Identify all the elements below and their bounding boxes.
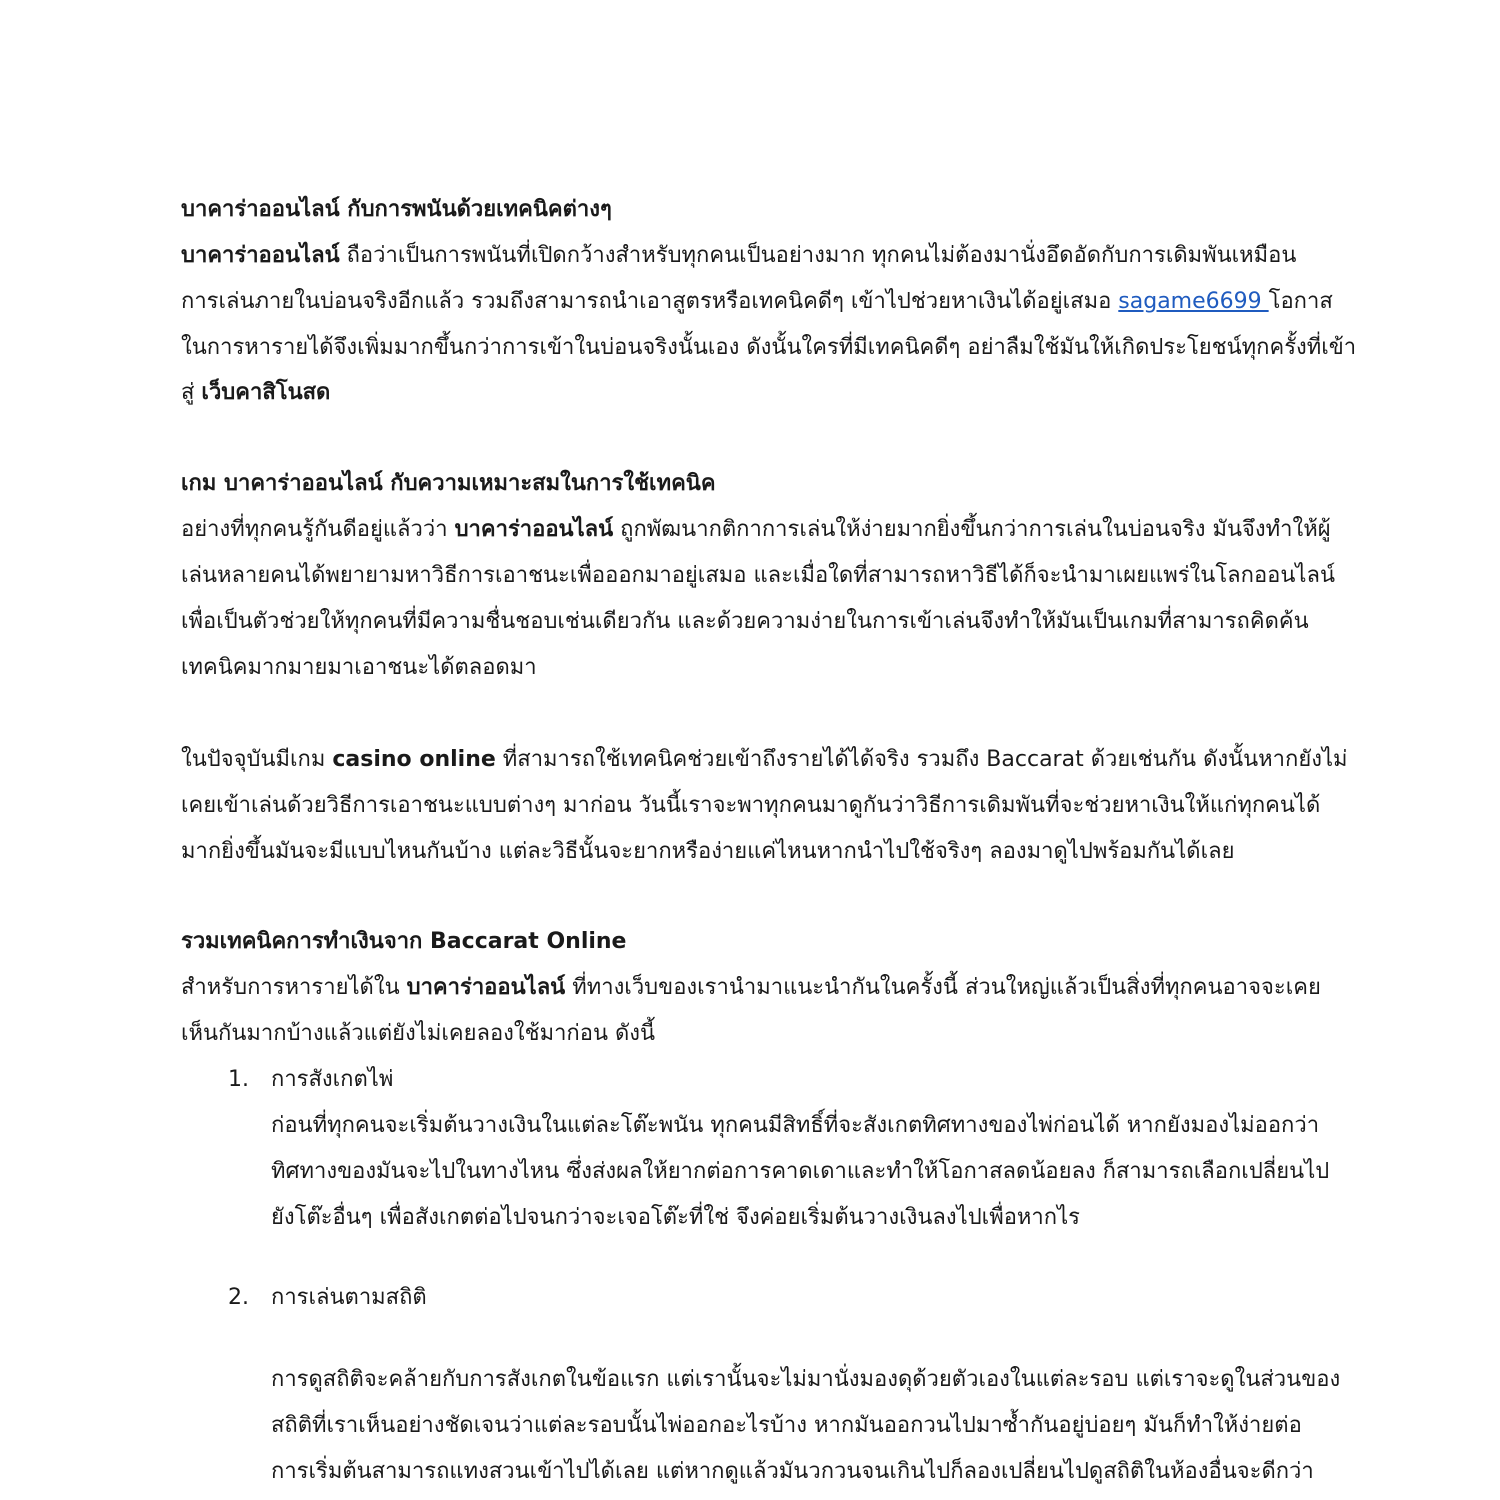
text: ถูกพัฒนากติกาการเล่นให้ง่ายมากยิ่งขึ้นกว่าการเล่นในบ่อนจริง มันจึงทำให้ผู้ bbox=[613, 517, 1331, 542]
text: สำหรับการหารายได้ใน bbox=[181, 975, 407, 1000]
heading-line bbox=[181, 927, 626, 957]
text-line bbox=[181, 745, 1348, 775]
text: การเริ่มต้นสามารถแทงสวนเข้าไปได้เลย แต่หากดูแล้วมันวกวนจนเกินไปก็ลองเปลี่ยนไปดูสถิติในห้องอื่นจะดีกว่า bbox=[271, 1459, 1314, 1484]
text: การสังเกตไพ่ bbox=[271, 1067, 394, 1092]
text-line bbox=[181, 653, 537, 683]
sagame-link[interactable]: sagame6699 bbox=[1118, 289, 1269, 314]
text-line bbox=[181, 287, 1333, 317]
text: ที่สามารถใช้เทคนิคช่วยเข้าถึงรายได้ได้จริง รวมถึง Baccarat ด้วยเช่นกัน ดังนั้นหากยังไม่ bbox=[495, 747, 1348, 772]
text-line bbox=[181, 791, 1320, 821]
text: มากยิ่งขึ้นมันจะมีแบบไหนกันบ้าง แต่ละวิธีนั้นจะยากหรือง่ายแค่ไหนหากนำไปใช้จริงๆ ลองมาดูไปพร้อมกันได้เลย bbox=[181, 839, 1235, 864]
text-line bbox=[271, 1457, 1314, 1487]
text: สถิติที่เราเห็นอย่างชัดเจนว่าแต่ละรอบนั้นไพ่ออกอะไรบ้าง หากมันออกวนไปมาซ้ำกันอยู่บ่อยๆ มันก็ทำให้ง่ายต่อ bbox=[271, 1413, 1302, 1438]
text-line bbox=[181, 561, 1335, 591]
text: เพื่อเป็นตัวช่วยให้ทุกคนที่มีความชื่นชอบเช่นเดียวกัน และด้วยความง่ายในการเข้าเล่นจึงทำให้มันเป็นเกมที่สามารถคิดค้น bbox=[181, 609, 1309, 634]
text: เทคนิคมากมายมาเอาชนะได้ตลอดมา bbox=[181, 655, 537, 680]
text: ที่ทางเว็บของเรานำมาแนะนำกันในครั้งนี้ ส่วนใหญ่แล้วเป็นสิ่งที่ทุกคนอาจจะเคย bbox=[565, 975, 1321, 1000]
text: เล่นหลายคนได้พยายามหาวิธีการเอาชนะเพื่อออกมาอยู่เสมอ และเมื่อใดที่สามารถหาวิธีได้ก็จะนำมาเผยแพร่ในโลกออนไลน์ bbox=[181, 563, 1335, 588]
heading-line bbox=[181, 195, 612, 225]
text-line bbox=[271, 1411, 1302, 1441]
text-line bbox=[181, 607, 1309, 637]
bold-text: casino online bbox=[332, 747, 496, 772]
bold-text: บาคาร่าออนไลน์ bbox=[181, 243, 340, 268]
bold-text: รวมเทคนิคการทำเงินจาก Baccarat Online bbox=[181, 929, 627, 954]
bold-text: เว็บคาสิโนสด bbox=[201, 380, 331, 405]
bold-text: บาคาร่าออนไลน์ กับการพนันด้วยเทคนิคต่างๆ bbox=[181, 197, 612, 222]
text: การดูสถิติจะคล้ายกับการสังเกตในข้อแรก แต่เรานั้นจะไม่มานั่งมองดุด้วยตัวเองในแต่ละรอบ แต่เราจะดูในส่วนของ bbox=[271, 1367, 1341, 1392]
text-line bbox=[181, 241, 1296, 271]
text: เห็นกันมากบ้างแล้วแต่ยังไม่เคยลองใช้มาก่อน ดังนี้ bbox=[181, 1021, 656, 1046]
text: ก่อนที่ทุกคนจะเริ่มต้นวางเงินในแต่ละโต๊ะพนัน ทุกคนมีสิทธิ์ที่จะสังเกตทิศทางของไพ่ก่อนได้ หากยังมองไม่ออกว่า bbox=[271, 1113, 1320, 1138]
text-line bbox=[271, 1203, 1080, 1233]
bold-text: บาคาร่าออนไลน์ bbox=[454, 517, 614, 542]
bold-text: บาคาร่าออนไลน์ bbox=[406, 975, 566, 1000]
text-line bbox=[181, 378, 330, 408]
text: ในปัจจุบันมีเกม bbox=[181, 747, 333, 772]
list-number: 1. bbox=[228, 1067, 249, 1092]
text: ในการหารายได้จึงเพิ่มมากขึ้นกว่าการเข้าในบ่อนจริงนั้นเอง ดังนั้นใครที่มีเทคนิคดีๆ อย่าลืมใช้มันให้เกิดประโยชน์ทุกครั้งที่เข้า bbox=[181, 335, 1357, 360]
text: ถือว่าเป็นการพนันที่เปิดกว้างสำหรับทุกคนเป็นอย่างมาก ทุกคนไม่ต้องมานั่งอึดอัดกับการเดิมพันเหมือน bbox=[339, 243, 1297, 268]
text: อย่างที่ทุกคนรู้กันดีอยู่แล้วว่า bbox=[181, 517, 455, 542]
text: ยังโต๊ะอื่นๆ เพื่อสังเกตต่อไปจนกว่าจะเจอโต๊ะที่ใช่ จึงค่อยเริ่มต้นวางเงินลงไปเพื่อหากไร bbox=[271, 1205, 1080, 1230]
text-line bbox=[271, 1365, 1340, 1395]
text-line bbox=[181, 333, 1356, 363]
text-line bbox=[181, 837, 1234, 867]
text-line bbox=[181, 515, 1331, 545]
text-line bbox=[181, 973, 1321, 1003]
list-number: 2. bbox=[228, 1285, 249, 1310]
text-line bbox=[181, 1019, 655, 1049]
text: เคยเข้าเล่นด้วยวิธีการเอาชนะแบบต่างๆ มาก่อน วันนี้เราจะพาทุกคนมาดูกันว่าวิธีการเดิมพันที่จะช่วยหาเงินให้แก่ทุกคนได้ bbox=[181, 793, 1321, 818]
text: โอกาส bbox=[1268, 289, 1333, 314]
bold-text: เกม บาคาร่าออนไลน์ กับความเหมาะสมในการใช้เทคนิค bbox=[181, 471, 716, 496]
text: สู่ bbox=[181, 380, 202, 405]
text-line bbox=[271, 1283, 427, 1313]
text: การเล่นภายในบ่อนจริงอีกแล้ว รวมถึงสามารถนำเอาสูตรหรือเทคนิคดีๆ เข้าไปช่วยหาเงินได้อยู่เสมอ bbox=[181, 289, 1119, 314]
text-line bbox=[271, 1065, 393, 1095]
text: ทิศทางของมันจะไปในทางไหน ซึ่งส่งผลให้ยากต่อการคาดเดาและทำให้โอกาสลดน้อยลง ก็สามารถเลือกเปลี่ยนไป bbox=[271, 1159, 1330, 1184]
text: การเล่นตามสถิติ bbox=[271, 1285, 427, 1310]
text-line bbox=[271, 1111, 1319, 1141]
heading-line bbox=[181, 469, 716, 499]
text-line bbox=[271, 1157, 1329, 1187]
